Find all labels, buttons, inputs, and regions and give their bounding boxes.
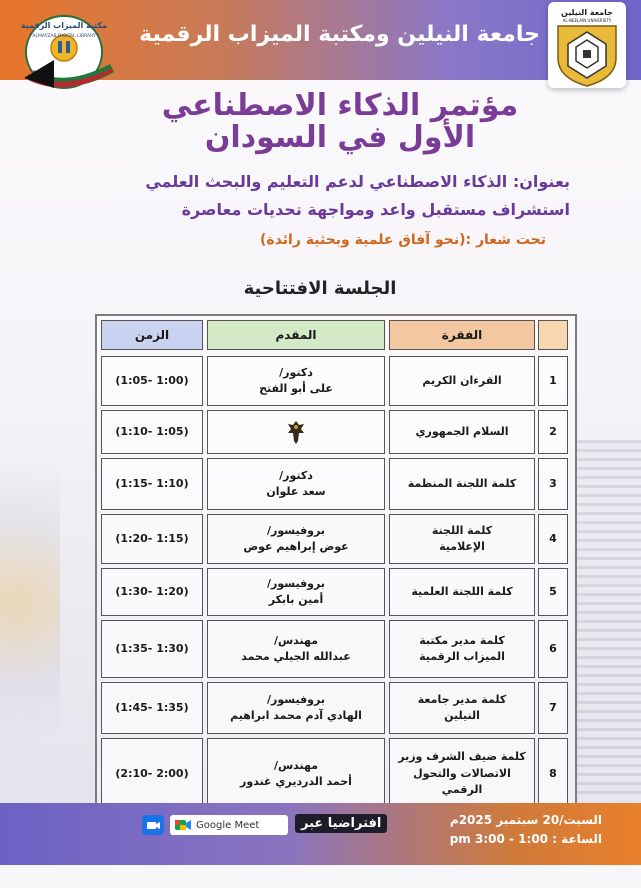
row-7-num: 7	[538, 682, 568, 734]
row-5-presenter-title: بروفيسور/	[267, 576, 325, 590]
row-5-presenter	[207, 568, 385, 616]
row-7-presenter	[207, 682, 385, 734]
row-2-presenter	[207, 410, 385, 454]
row-3-presenter-name: سعد علوان	[266, 485, 326, 498]
footer-time: الساعة : 1:00 - 3:00 pm	[449, 832, 602, 846]
table-header-presenter: المقدم	[207, 320, 385, 350]
university-logo	[548, 2, 626, 88]
row-3-item: كلمة اللجنة المنظمة	[389, 458, 535, 510]
row-7-time: (1:35 -1:45)	[101, 682, 203, 734]
conference-slogan: تحت شعار :(نحو آفاق علمية وبحثية رائدة)	[260, 232, 546, 248]
video-call-icon[interactable]	[142, 815, 164, 835]
table-header-time: الزمن	[101, 320, 203, 350]
row-8-presenter-name: أحمد الدرديري غندور	[240, 775, 352, 788]
row-8-num: 8	[538, 738, 568, 810]
row-8-time: (2:00 -2:10)	[101, 738, 203, 810]
row-2-item: السلام الجمهوري	[389, 410, 535, 454]
row-5-time: (1:20 -1:30)	[101, 568, 203, 616]
row-1-presenter-name: على أبو الفتح	[259, 382, 333, 395]
conference-title-line1: مؤتمر الذكاء الاصطناعي	[161, 88, 519, 123]
row-7-presenter-title: بروفيسور/	[267, 692, 325, 706]
session-title: الجلسة الافتتاحية	[243, 278, 397, 299]
row-2-time: (1:05 -1:10)	[101, 410, 203, 454]
row-4-num: 4	[538, 514, 568, 564]
row-1-presenter	[207, 356, 385, 406]
row-6-num: 6	[538, 620, 568, 678]
footer-date: السبت/20 سبتمبر 2025م	[449, 813, 602, 827]
virtual-label: افتراضيا عبر	[295, 814, 387, 833]
row-2-num: 2	[538, 410, 568, 454]
row-6-item: كلمة مدير مكتبة الميزاب الرقمية	[389, 620, 535, 678]
row-3-presenter	[207, 458, 385, 510]
eagle-emblem-icon	[286, 419, 306, 445]
banner-title: جامعة النيلين ومكتبة الميزاب الرقمية	[139, 22, 540, 47]
row-8-presenter-title: مهندس/	[273, 758, 319, 772]
row-4-presenter	[207, 514, 385, 564]
row-6-presenter-title: مهندس/	[273, 633, 319, 647]
decorative-left-glow	[0, 470, 60, 800]
library-logo	[14, 8, 124, 90]
row-7-presenter-name: الهادي آدم محمد ابراهيم	[230, 709, 362, 722]
bottom-margin	[0, 865, 641, 888]
row-5-item: كلمة اللجنة العلمية	[389, 568, 535, 616]
row-3-num: 3	[538, 458, 568, 510]
row-3-time: (1:10 -1:15)	[101, 458, 203, 510]
decorative-right-strip	[575, 440, 641, 800]
university-logo-caption: جامعة النيلين	[561, 8, 613, 17]
conference-subject: بعنوان: الذكاء الاصطناعي لدعم التعليم والبحث العلمي	[145, 172, 570, 191]
conference-title-line2: الأول في السودان	[204, 120, 476, 155]
row-5-presenter-name: أمين بابكر	[268, 593, 324, 606]
google-meet-badge[interactable]	[170, 815, 288, 835]
library-logo-caption: مكتبة الميزاب الرقمية	[20, 21, 108, 30]
conference-subtitle: استشراف مستقبل واعد ومواجهة تحديات معاصرة	[181, 200, 570, 219]
row-3-presenter-title: دكتور/	[279, 468, 313, 482]
library-logo-caption-en: ALMAYZAB DIGITAL LIBRARY	[32, 34, 96, 39]
row-5-num: 5	[538, 568, 568, 616]
table-header-num	[538, 320, 568, 350]
row-4-time: (1:15 -1:20)	[101, 514, 203, 564]
row-1-time: (1:00 -1:05)	[101, 356, 203, 406]
row-1-item: القرءان الكريم	[389, 356, 535, 406]
table-header-item: الفقرة	[389, 320, 535, 350]
row-6-presenter-name: عبدالله الجيلي محمد	[241, 650, 351, 663]
row-7-item: كلمة مدير جامعة النيلين	[389, 682, 535, 734]
row-4-presenter-name: عوض إبراهيم عوض	[243, 540, 349, 553]
row-4-item: كلمة اللجنة الإعلامية	[389, 514, 535, 564]
google-meet-icon	[174, 818, 192, 832]
row-6-time: (1:30 -1:35)	[101, 620, 203, 678]
row-4-presenter-title: بروفيسور/	[267, 523, 325, 537]
program-table	[95, 314, 577, 818]
row-8-presenter	[207, 738, 385, 810]
google-meet-label: Google Meet	[196, 819, 260, 831]
row-6-presenter	[207, 620, 385, 678]
row-8-item: كلمة ضيف الشرف وزير الاتصالات والتحول الرقمي	[389, 738, 535, 810]
row-1-presenter-title: دكتور/	[279, 365, 313, 379]
university-logo-caption-en: AL-NEELAIN UNIVERSITY	[562, 18, 612, 23]
row-1-num: 1	[538, 356, 568, 406]
